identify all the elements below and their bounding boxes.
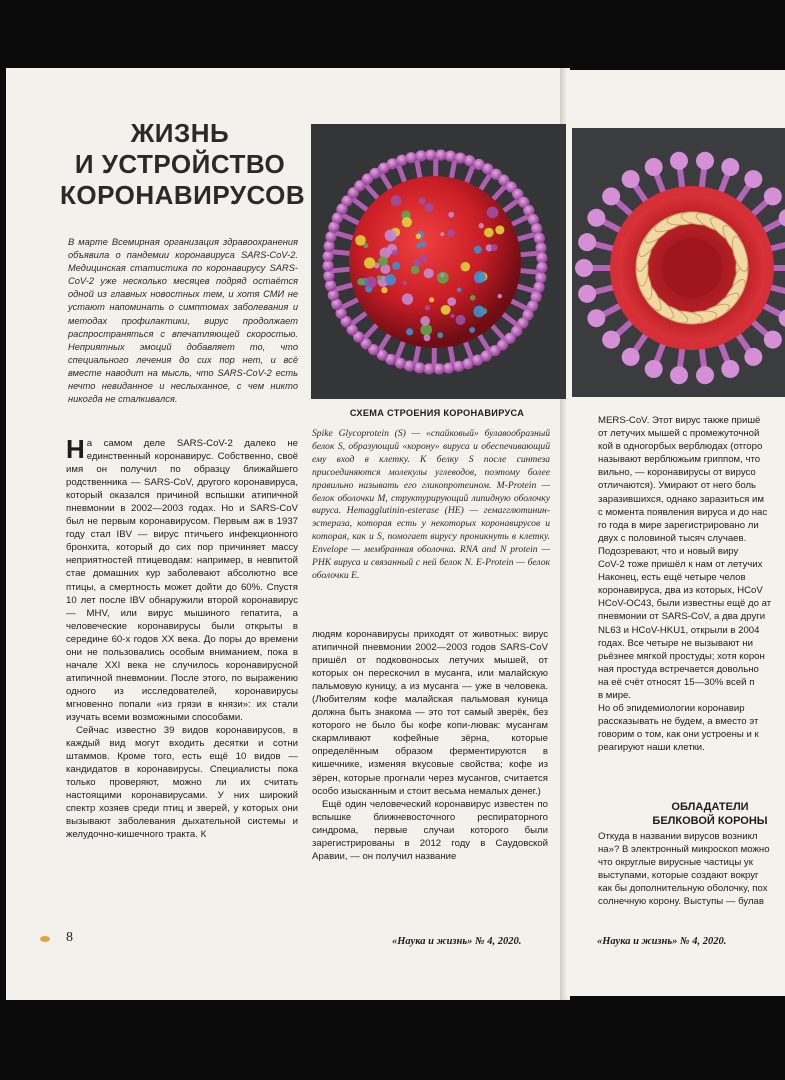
right-line: NL63 и HCoV-HKU1, открыли в 2004 [598,624,760,636]
right-line: кой в одногорбых верблюдах (отгоро [598,441,763,453]
right-line: двух с половиной тысяч случаев. [598,532,747,544]
title-line-1: ЖИЗНЬ [130,118,230,148]
coronavirus-cross-section-image [572,128,785,397]
footer-right: «Наука и жизнь» № 4, 2020. [597,936,727,947]
article-intro: В марте Всемирная организация здравоохранения объявила о пандемии коронавируса SARS-CoV-2. Медицинская статистика по коронавирусу SARS-CoV-2 уже несколько месяцев подряд остаётся одной из главных новостных тем, и хотя СМИ не устают напоминать о симптомах заболевания и методах профилактики, вирус продолжает распространяться с впечатляющей скоростью. Неприятных эмоций добавляет то, что специального лечения до сих пор нет, и всё вместе наводит на мысль, что SARS-CoV-2 есть нечто невиданное и неслыханное, с чем никто никогда не сталкивался. [68,237,298,405]
right-line: коронавируса, два из которых, HCoV [598,585,763,597]
section-heading [630,800,785,828]
page-marker-icon [40,936,50,942]
right-line: Наконец, есть ещё четыре челов [598,572,746,584]
right-line: Но об эпидемиологии коронавир [598,703,745,715]
right-line: рьёзнее мягкой простуды; хотя корон [598,650,765,662]
right-line: заразившихся, однако заразиться им [598,493,764,505]
article-column-1 [66,434,298,841]
right-line: что округлые вирусные частицы ук [598,857,753,869]
right-line: MERS-CoV. Этот вирус также пришё [598,415,761,426]
right-line: отличаются). Умирают от него боль [598,480,757,492]
article-title [60,118,306,211]
right-line: как бы дополнительную оболочку, пох [598,883,768,895]
right-line: от летучих мышей с промежуточной [598,428,760,440]
right-line: вильно, — коронавирусы от вирусо [598,467,756,479]
paragraph-1-text: а самом деле SARS-CoV-2 далеко не единственный коронавирус. Собственно, своё имя он получил по образцу ближайшего родственника — SARS-CoV, другого коронавируса, который оказался причиной вспышки атипичной пневмонии в 2002—2003 годах. Но и SARS-CoV был не первым коронавирусом. Первым аж в 1937 году стал IBV — вирус птичьего инфекционного бронхита, который до сих пор причиняет массу неприятностей птицеводам: например, в невпитой стае домашних кур заболевают абсолютно все птицы, а смертность может дойти до 60%. Спустя 10 лет после IBV обнаружили второй коронавирус — MHV, или вирус мышиного гепатита, а человеческие коронавирусы были открыты в середине 60-х годов XX века. До поры до времени они не пользовались особым вниманием, пока в начале XXI века не случилось коронавирусной атипичной пневмонии. После этого, по выражению одного из исследователей, коронавирусы мгновенно попали «из грязи в князи»: их стали изучать всеми возможными способами. [66,438,298,723]
paragraph-3: людям коронавирусы приходят от животных: вирус атипичной пневмонии 2002—2003 годов SARS-CoV пришёл от подковоносых летучих мышей, от которых он перескочил в мусанга, или малайскую пальмовую куницу, а из мусанга — уже в человека. (Любителям кофе малайская пальмовая куница должна быть знакома — это тот самый зверёк, без которого не было бы кофе копи-лювак: мусангам скармливают кофейные зёрна, которые определённым образом ферментируются в кишечнике, изменяя вкусовые свойства; кофе из зёрен, которые прогнали через мусангов, считается особо изысканным и стоит весьма немалых денег.) [312,629,548,797]
right-line: на»? В электронный микроскоп можно [598,844,770,856]
coronavirus-cross-section-illustration [572,128,785,397]
page-number: 8 [66,930,73,945]
right-line: HCoV-OC43, были известны ещё до ат [598,598,772,610]
paragraph-1 [66,434,298,724]
caption-heading: СХЕМА СТРОЕНИЯ КОРОНАВИРУСА [349,408,525,418]
right-line: Откуда в названии вирусов возникл [598,831,758,842]
section-heading-line-1: ОБЛАДАТЕЛИ [671,801,749,813]
paragraph-2: Сейчас известно 39 видов коронавирусов, в каждый вид могут входить десятки и сотни штаммов. Кроме того, есть ещё 10 видов — кандидатов в коронавирусы. Специалисты пока только проверяют, можно ли их считать настоящими коронавирусами. У них широкий спектр хозяев среди птиц и зверей, у которых они вызывают заболевания дыхательной системы и желудочно-кишечного тракта. К [66,725,298,841]
coronavirus-illustration [311,124,566,399]
right-line: солнечную корону. Выступы — булав [598,896,764,908]
title-line-2: И УСТРОЙСТВО [74,149,286,179]
right-line: называют верблюжьим гриппом, что [598,454,761,466]
right-column-top [598,414,785,754]
right-line: ная простуда встречается довольно [598,663,759,675]
right-line: в мире. [598,689,632,701]
figure-caption: Spike Glycoprotein (S) — «спайковый» булавообразный белок S, образующий «корону» вируса и обеспечивающий ему вход в клетку. К белку S после синтеза присоединяются молекулы углеводов, поэтому более правильно называть его гликопротеином. M-Protein — белок оболочки M, структурирующий липидную оболочку вируса. Hemagglutinin-esterase (HE) — гемагглютинин-эстераза, которая есть у некоторых коронавирусов и которая, как и S, помогает вирусу проникнуть в клетку. Envelope — мембранная оболочка. RNA and N protein — РНК вируса и связанный с ней белок N. E-Protein — белок оболочки E. [312,428,550,581]
coronavirus-3d-image [311,124,566,399]
right-line: пневмонии от SARS-CoV, а два други [598,611,766,623]
footer-left: «Наука и жизнь» № 4, 2020. [392,936,522,947]
section-heading-line-2: БЕЛКОВОЙ КОРОНЫ [652,815,768,827]
drop-cap: Н [66,434,85,464]
right-line: Подозревают, что и новый виру [598,545,739,557]
right-line: реагируют наши клетки. [598,742,705,754]
title-line-3: КОРОНАВИРУСОВ [60,180,306,210]
article-column-2 [312,628,548,863]
right-line: годах. Все четыре не вызывают ни [598,637,753,649]
right-line: говорим о том, как они устроены и к [598,729,759,741]
right-line: выступами, которые создают вокруг [598,870,759,882]
paragraph-4: Ещё один человеческий коронавирус известен по вспышке ближневосточного респираторного синдрома, первые случаи которого были зарегистрированы в 2012 году в Саудовской Аравии, — он получил название [312,798,548,862]
right-line: го года в мире зарегистрировано ли [598,519,759,531]
right-line: с момента появления вируса и до нас [598,506,768,518]
right-column-bottom [598,830,785,909]
right-line: рассказывать не будем, а вместо эт [598,716,759,728]
right-line: CoV-2 тоже пришёл к нам от летучих [598,559,763,571]
right-line: на её счёт относят 15—30% всей п [598,676,755,688]
